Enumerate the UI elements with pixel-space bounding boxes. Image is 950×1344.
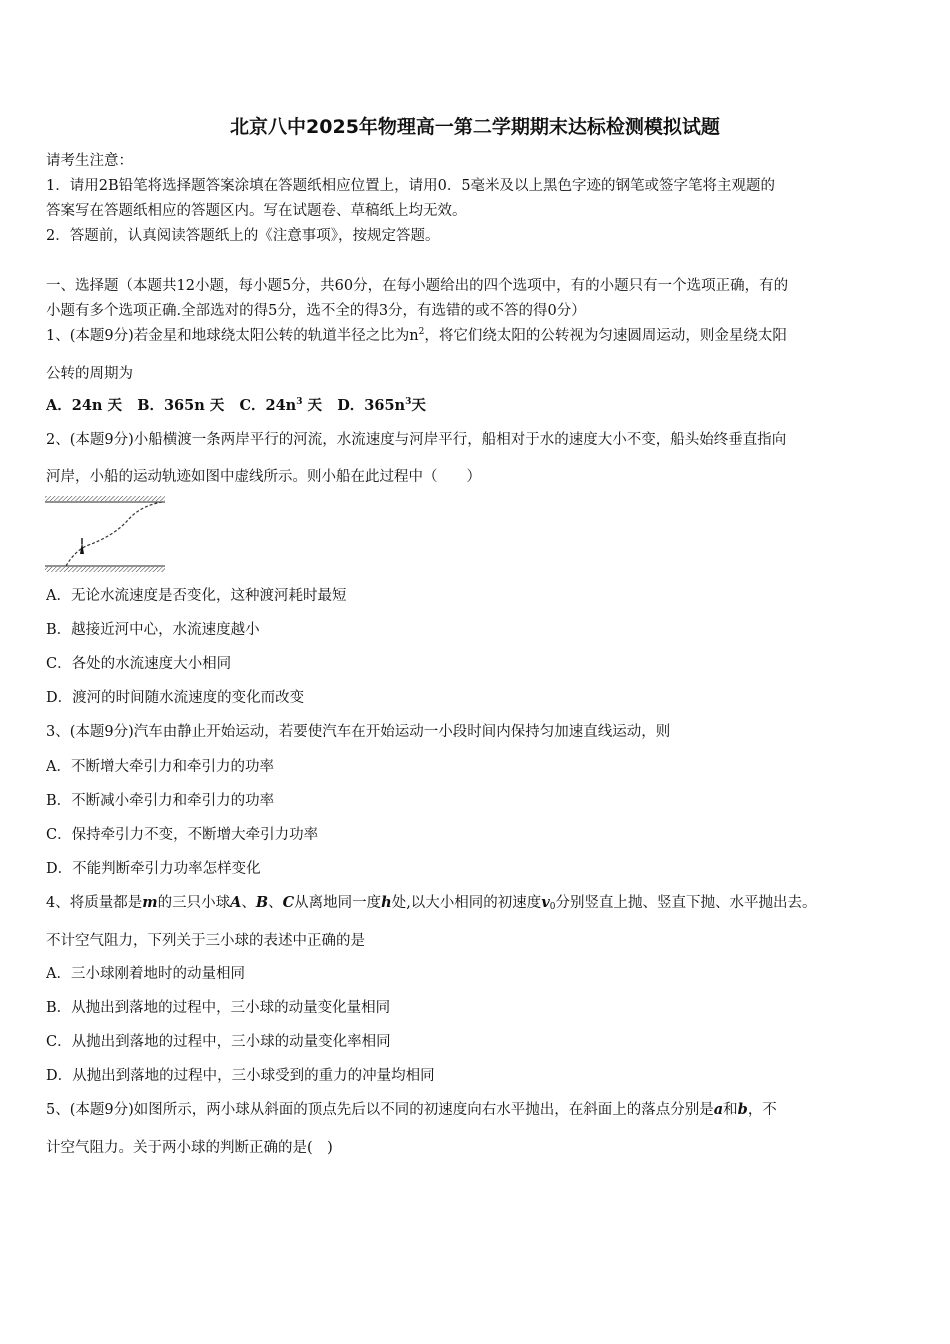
section-intro-line-2: 小题有多个选项正确.全部选对的得5分，选不全的得3分，有选错的或不答的得0分） — [46, 303, 586, 319]
q4-stem-line-1: 4、将质量都是m的三只小球A、B、C从离地同一度h处,以大小相同的初速度$v_0$分别竖直上抛、竖直下抛、水平抛出去。 — [46, 894, 817, 912]
trajectory-dashed-curve — [66, 502, 162, 566]
q4-var-A: A — [230, 894, 242, 911]
q5-stem-line-2: 计空气阻力。关于两小球的判断正确的是( ) — [46, 1140, 333, 1156]
q4-var-m: m — [142, 894, 158, 911]
q3-option-c: C．保持牵引力不变，不断增大牵引力功率 — [46, 827, 319, 843]
q5-var-b: b — [737, 1101, 748, 1118]
q3-stem: 3、(本题9分)汽车由静止开始运动，若要使汽车在开始运动一小段时间内保持匀加速直线运动，则 — [46, 724, 671, 740]
q1-option-a: A．24n 天 — [46, 397, 123, 414]
q3-option-b: B．不断减小牵引力和牵引力的功率 — [46, 793, 275, 809]
q1-option-b: B．365n 天 — [137, 397, 225, 414]
q2-stem-line-2: 河岸，小船的运动轨迹如图中虚线所示。则小船在此过程中（ ） — [46, 469, 481, 485]
q1-stem-a: 1、(本题9分)若金星和地球绕太阳公转的轨道半径之比为n — [46, 328, 419, 344]
q1-option-c: C．$24n^3$ 天 — [239, 397, 323, 414]
q1-options — [46, 396, 908, 416]
q4-stem-line-2: 不计空气阻力，下列关于三小球的表述中正确的是 — [46, 933, 365, 949]
q4-option-a: A．三小球刚着地时的动量相同 — [46, 966, 245, 982]
q2-option-a: A．无论水流速度是否变化，这种渡河耗时最短 — [46, 588, 347, 604]
q1-option-d: D．$365n^3$天 — [337, 397, 426, 414]
notice-item-1-line-2: 答案写在答题纸相应的答题区内。写在试题卷、草稿纸上均无效。 — [46, 203, 467, 219]
q4-option-c: C．从抛出到落地的过程中，三小球的动量变化率相同 — [46, 1034, 391, 1050]
q1-stem-b: ，将它们绕太阳的公转视为匀速圆周运动，则金星绕太阳 — [424, 328, 787, 344]
q1-stem-sup: 2 — [418, 327, 425, 337]
bottom-bank-hatch — [45, 567, 165, 572]
q1-stem-line-2: 公转的周期为 — [46, 366, 133, 382]
q4-var-h: h — [381, 894, 392, 911]
q2-option-b: B．越接近河中心，水流速度越小 — [46, 622, 260, 638]
q5-var-a: a — [713, 1101, 724, 1118]
page-title: 北京八中2025年物理高一第二学期期末达标检测模拟试题 — [230, 116, 720, 138]
q4-option-b: B．从抛出到落地的过程中，三小球的动量变化量相同 — [46, 1000, 391, 1016]
q4-var-C: C — [282, 894, 295, 911]
q3-option-a: A．不断增大牵引力和牵引力的功率 — [46, 759, 274, 775]
q2-option-c: C．各处的水流速度大小相同 — [46, 656, 232, 672]
top-bank-hatch — [45, 496, 165, 501]
q2-stem-line-1: 2、(本题9分)小船横渡一条两岸平行的河流，水流速度与河岸平行，船相对于水的速度大小不变，船头始终垂直指向 — [46, 432, 787, 448]
q4-var-B: B — [255, 894, 269, 911]
q1-stem-line-1 — [46, 326, 908, 346]
section-intro-line-1: 一、选择题（本题共12小题，每小题5分，共60分，在每小题给出的四个选项中，有的小题只有一个选项正确，有的 — [46, 278, 789, 294]
q3-option-d: D．不能判断牵引力功率怎样变化 — [46, 861, 261, 877]
notice-item-2: 2．答题前，认真阅读答题纸上的《注意事项》，按规定答题。 — [46, 228, 440, 244]
q4-var-v: v — [541, 894, 550, 911]
river-crossing-figure — [44, 494, 168, 574]
notice-heading: 请考生注意： — [46, 153, 133, 169]
notice-item-1-line-1: 1．请用2B铅笔将选择题答案涂填在答题纸相应位置上，请用0．5毫米及以上黑色字迹的钢笔或签字笔将主观题的 — [46, 178, 776, 194]
q2-option-d: D．渡河的时间随水流速度的变化而改变 — [46, 690, 305, 706]
q5-stem-line-1: 5、(本题9分)如图所示，两小球从斜面的顶点先后以不同的初速度向右水平抛出，在斜面上的落点分别是a和b，不 — [46, 1101, 777, 1118]
q4-option-d: D．从抛出到落地的过程中，三小球受到的重力的冲量均相同 — [46, 1068, 435, 1084]
